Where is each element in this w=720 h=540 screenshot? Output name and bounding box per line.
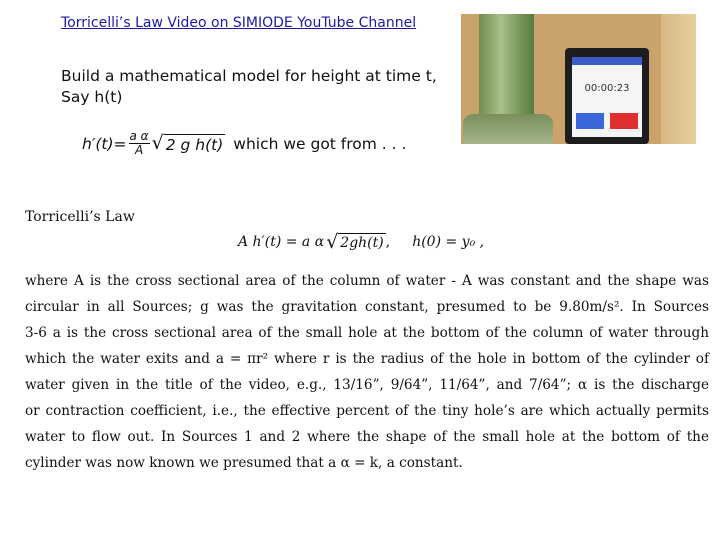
paper-line: which the water exits and a = πr² where r is the radius of the hole in bottom of the cylinder of [25,351,709,367]
formula-sqrt: √ 2 g h(t) [151,131,224,154]
tablet-header-bar [572,57,642,65]
background-wall [661,14,696,144]
paper-line: or contraction coefficient, i.e., the effective percent of the tiny hole’s are which actually permits [25,403,709,419]
timer-display: 00:00:23 [584,83,630,94]
formula-tail: which we got from . . . [233,134,407,153]
formula-lhs: h′(t)= [82,134,127,153]
paper-line: cylinder was now known we presumed that a α = k, a constant. [25,455,463,471]
video-thumbnail[interactable] [461,14,696,144]
paper-eq-sqrt-content: 2gh(t) [340,235,384,251]
slide-formula [82,130,406,157]
paper-body [25,268,709,476]
paper-eq-comma: , [385,234,391,250]
tablet-screen [572,57,642,137]
formula-fraction [129,130,150,157]
paper-section-title: Torricelli’s Law [25,209,135,225]
paper-eq-sqrt: √ 2gh(t) [326,231,384,253]
timer-stop-button [610,113,638,129]
paper-line: circular in all Sources; g was the gravitation constant, presumed to be 9.80m/s². In Sources [25,299,709,315]
intro-text [61,66,437,108]
formula-sqrt-content: 2 g h(t) [165,135,224,154]
formula-numerator: a α [129,129,149,143]
video-link[interactable]: Torricelli’s Law Video on SIMIODE YouTube Channel [61,15,417,31]
timer-start-button [576,113,604,129]
paper-line: 3-6 a is the cross sectional area of the small hole at the bottom of the column of water through [25,325,709,341]
intro-line-2: Say h(t) [61,88,123,106]
paper-line: water given in the title of the video, e.g., 13/16”, 9/64”, 11/64”, and 7/64”; α is the discharge [25,377,709,393]
paper-eq-lhs: A h′(t) = a α [238,234,325,250]
paper-equation [238,233,484,251]
paper-line: where A is the cross sectional area of the column of water - A was constant and the shape was [25,273,709,289]
paper-eq-initial-condition: h(0) = y₀ , [412,234,485,250]
paper-line: water to flow out. In Sources 1 and 2 where the shape of the small hole at the bottom of the [25,429,709,445]
intro-line-1: Build a mathematical model for height at time t, [61,67,437,85]
bottle-base-image [463,114,553,144]
formula-denominator: A [134,143,144,157]
tablet-image [565,48,649,144]
